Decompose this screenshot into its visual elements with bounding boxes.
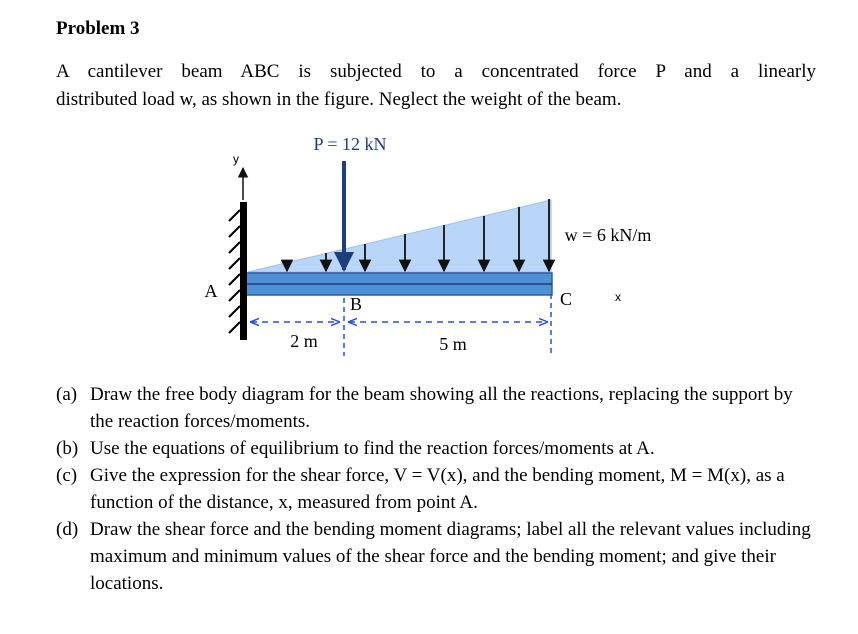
question-label: (d) — [56, 519, 79, 540]
question-text: Give the expression for the shear force, V = V(x), and the bending moment, M = M(x), as a function of the distance, x, measured from point A. — [90, 465, 785, 513]
question-item — [56, 435, 816, 462]
question-text: Draw the free body diagram for the beam showing all the reactions, replacing the support by the reaction forces/moments. — [90, 384, 793, 432]
fixed-support — [229, 202, 247, 340]
problem-title: Problem 3 — [56, 18, 140, 39]
force-p-label: P = 12 kN — [313, 134, 387, 154]
point-c-label: C — [559, 289, 573, 309]
point-a-label: A — [204, 281, 218, 301]
dimension-bc-label: 5 m — [439, 334, 467, 354]
y-axis-label: y — [233, 152, 239, 166]
statement-line-1: A cantilever beam ABC is subjected to a concentrated force P and a linearly — [56, 61, 816, 82]
question-item — [56, 381, 816, 435]
question-item — [56, 516, 816, 597]
distributed-load-area — [248, 200, 551, 272]
question-text: Use the equations of equilibrium to find the reaction forces/moments at A. — [90, 438, 655, 459]
statement-line-2: distributed load w, as shown in the figure. Neglect the weight of the beam. — [56, 89, 622, 110]
wall — [240, 202, 247, 340]
question-label: (a) — [56, 384, 78, 405]
x-axis-label: x — [615, 290, 621, 304]
question-label: (b) — [56, 438, 79, 459]
load-w-label: w = 6 kN/m — [564, 225, 652, 245]
dimension-ab-label: 2 m — [290, 331, 318, 351]
question-item — [56, 462, 816, 516]
question-list — [56, 381, 816, 597]
question-text: Draw the shear force and the bending moment diagrams; label all the relevant values including maximum and minimum values of the shear force and the bending moment; and give their locations. — [90, 519, 811, 594]
question-label: (c) — [56, 465, 78, 486]
point-b-label: B — [349, 294, 363, 314]
